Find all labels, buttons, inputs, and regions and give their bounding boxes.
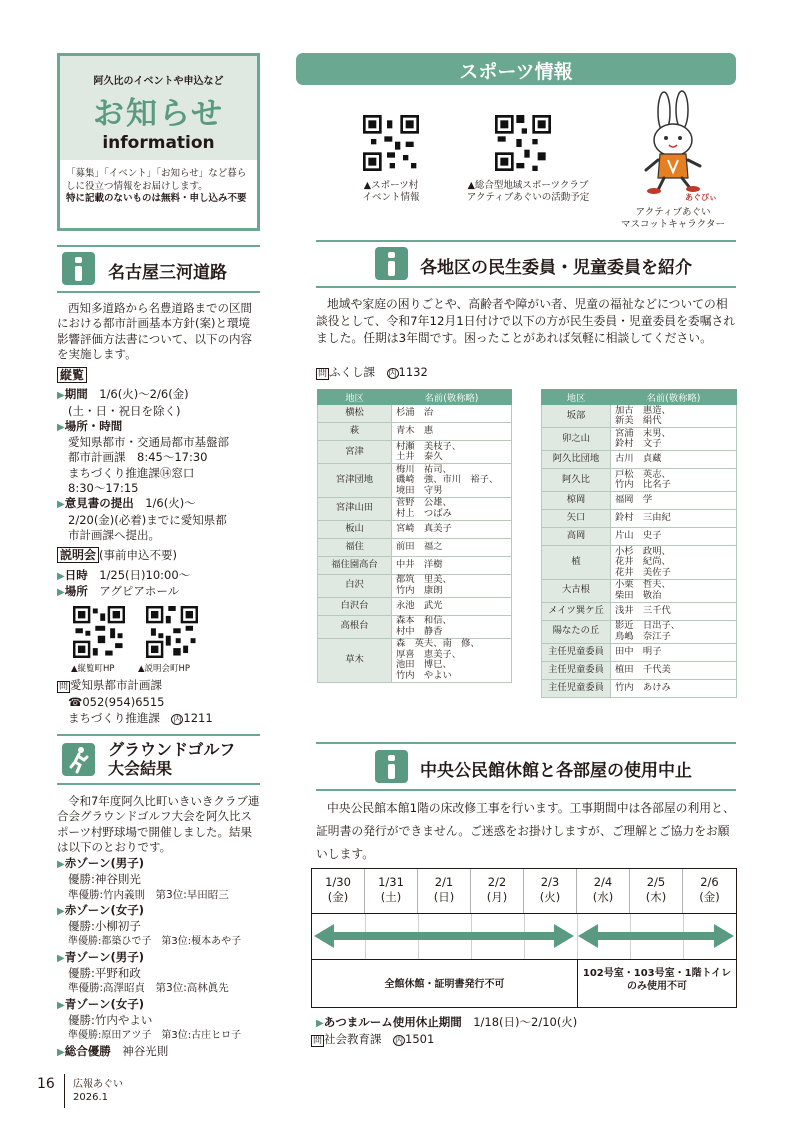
- golf-results: [57, 856, 267, 1060]
- qr-caption-setsumei: ▲説明会町HP: [138, 664, 191, 674]
- kominkan-title: 中央公民館休館と各部屋の使用中止: [420, 761, 692, 781]
- partial-note: [578, 967, 736, 993]
- partial-note-line: のみ使用不可: [627, 981, 687, 992]
- nagoya-details: [57, 368, 260, 600]
- closure-period-arrows: [312, 921, 736, 951]
- table-row: [318, 556, 512, 574]
- zone-win: 優勝:竹内やよい: [68, 1012, 153, 1027]
- kominkan-contact-dept: 社会教育課: [324, 1032, 382, 1046]
- table-header-area: 地区: [318, 390, 392, 405]
- qr-caption-line: イベント情報: [362, 192, 420, 203]
- nagoya-title: 名古屋三河道路: [108, 263, 227, 283]
- table-row: [542, 579, 737, 602]
- section-divider: [316, 789, 736, 791]
- names-cell: 鈴村 三由紀: [611, 510, 737, 528]
- date-value: 1/25(日)10:00～: [99, 567, 191, 582]
- schedule-day: [683, 869, 736, 913]
- area-cell: 板山: [318, 520, 392, 538]
- zone-name: 赤ゾーン(女子): [64, 902, 144, 917]
- names-cell: 青木 惠: [392, 423, 512, 441]
- triangle-icon: ▶: [57, 499, 65, 511]
- opinion-label: 意見書の提出: [64, 496, 134, 511]
- qr-caption-line: アクティブあぐいの活動予定: [466, 192, 590, 203]
- section-divider: [316, 286, 736, 288]
- phone-icon: ☎: [68, 695, 83, 710]
- schedule-day: [577, 869, 630, 913]
- zone-name: 青ゾーン(男子): [64, 949, 144, 964]
- table-row: [318, 423, 512, 441]
- table-row: [542, 620, 737, 643]
- partial-note-line: 102号室・103号室・1階トイレ: [582, 968, 732, 979]
- golf-title-line2: 大会結果: [108, 759, 173, 778]
- nagoya-intro: 西知多道路から名豊道路までの区間における都市計画基本方針(案)と環境影響評価方法書について、以下の内容を実施します。: [57, 301, 253, 361]
- area-cell: 陽なたの丘: [542, 620, 611, 643]
- section-divider: [57, 783, 260, 785]
- qr-code-juran[interactable]: [73, 606, 125, 658]
- table-header-name: 名前(敬称略): [611, 390, 737, 405]
- day-of-week: (土): [380, 890, 402, 904]
- day-date: 2/6: [700, 875, 719, 889]
- names-cell: 杉浦 治: [392, 405, 512, 423]
- kominkan-contact: [311, 1032, 434, 1049]
- nagoya-contact: [57, 678, 260, 727]
- table-row: [542, 643, 737, 661]
- table-row: [318, 574, 512, 597]
- table-row: [542, 661, 737, 679]
- opinion-value: 1/6(火)～: [145, 496, 196, 511]
- place-line: まちづくり推進課⑭窓口: [68, 465, 195, 480]
- day-of-week: (火): [539, 890, 561, 904]
- golf-intro: 令和7年度阿久比町いきいきクラブ連合会グラウンドゴルフ大会を阿久比スポーツ村野球場で開催しました。結果は以下のとおりです。: [57, 794, 260, 854]
- table-header-name: 名前(敬称略): [392, 390, 512, 405]
- oshirase-free-note: 特に記載のないものは無料・申し込み不要: [66, 193, 247, 204]
- schedule-divider: [312, 913, 736, 914]
- contact-org: 愛知県都市計画課: [70, 678, 163, 692]
- names-cell: 都筑 里美、 竹内 康朗: [392, 574, 512, 597]
- zone-name: 赤ゾーン(男子): [64, 856, 144, 870]
- triangle-icon: ▶: [316, 1018, 324, 1029]
- table-row: [318, 538, 512, 556]
- area-cell: 主任児童委員: [542, 679, 611, 697]
- day-date: 2/5: [646, 875, 666, 889]
- names-cell: 古川 貞藏: [611, 451, 737, 469]
- triangle-icon: ▶: [57, 859, 65, 870]
- zone-win: 優勝:小柳初子: [68, 919, 141, 934]
- table-row: [542, 492, 737, 510]
- day-date: 2/3: [540, 875, 560, 889]
- names-cell: 村瀬 美枝子、 土井 泰久: [392, 441, 512, 464]
- info-icon: [375, 750, 408, 783]
- schedule-day: [524, 869, 577, 913]
- area-cell: 宮津山田: [318, 497, 392, 520]
- magazine-name: 広報あぐい: [73, 1079, 123, 1090]
- zone-second: 準優勝:原田アツ子 第3位:古庄ヒロ子: [68, 1030, 242, 1042]
- inquiry-icon: 問: [59, 682, 69, 692]
- names-cell: 前田 福之: [392, 538, 512, 556]
- triangle-icon: ▶: [57, 390, 65, 402]
- day-date: 2/4: [593, 875, 613, 889]
- section-divider: [316, 240, 736, 242]
- juran-label: 縦覧: [57, 367, 87, 383]
- setsumei-note: (事前申込不要): [99, 548, 177, 563]
- overall-label: 総合優勝: [64, 1043, 111, 1058]
- schedule-day: [418, 869, 471, 913]
- names-cell: 小栗 哲夫、 柴田 敬治: [611, 579, 737, 602]
- footer-divider: [64, 1074, 65, 1108]
- qr-code-sports-village[interactable]: [363, 115, 419, 171]
- names-cell: 梅川 祐司、 磯崎 強、市川 裕子、 境田 守男: [392, 464, 512, 498]
- table-row: [318, 520, 512, 538]
- overall-value: 神谷光則: [122, 1043, 169, 1058]
- area-cell: 白沢台: [318, 597, 392, 615]
- mascot-logo: あぐぴぃ: [685, 193, 717, 202]
- mascot-caption: [604, 207, 742, 231]
- table-row: [318, 405, 512, 423]
- area-cell: 高根台: [318, 615, 392, 638]
- date-label: 日時: [64, 567, 88, 582]
- minsei-title: 各地区の民生委員・児童委員を紹介: [420, 258, 692, 278]
- atsumaru-period: 1/18(日)～2/10(火): [473, 1015, 578, 1029]
- names-cell: 小杉 政明、 花井 紀尚、 花井 美佐子: [611, 546, 737, 580]
- section-divider: [57, 245, 260, 247]
- area-cell: 卯之山: [542, 428, 611, 451]
- golf-title-line1: グラウンドゴルフ: [108, 740, 236, 759]
- schedule-day: [312, 869, 365, 913]
- table-row: [318, 497, 512, 520]
- minsei-table-right: [541, 389, 737, 698]
- names-cell: 田中 明子: [611, 643, 737, 661]
- area-cell: 宮津: [318, 441, 392, 464]
- venue-value: アグピアホール: [99, 583, 180, 598]
- minsei-contact-dept: ふくし課: [329, 365, 376, 379]
- closure-schedule: [311, 868, 737, 1008]
- section-divider: [57, 734, 260, 736]
- day-of-week: (日): [433, 890, 455, 904]
- table-row: [542, 510, 737, 528]
- table-row: [542, 469, 737, 492]
- oshirase-info: information: [102, 133, 215, 153]
- minsei-table-left: [317, 389, 512, 683]
- zone-second: 準優勝:高澤昭貞 第3位:高林眞先: [68, 982, 229, 995]
- names-cell: 宮崎 真美子: [392, 520, 512, 538]
- golf-title: [108, 740, 235, 778]
- page-number: 16: [37, 1076, 55, 1092]
- oshirase-subtitle: 阿久比のイベントや申込など: [93, 76, 224, 87]
- info-icon: [62, 252, 95, 285]
- area-cell: 横松: [318, 405, 392, 423]
- area-cell: 宮津団地: [318, 464, 392, 498]
- footer-info: [73, 1078, 123, 1104]
- qr-caption-sports: [342, 180, 440, 204]
- place-line: 8:30～17:15: [68, 481, 139, 496]
- qr-caption-line: ▲総合型地域スポーツクラブ: [467, 180, 589, 191]
- table-row: [542, 405, 737, 428]
- contact-tel: 052(954)6515: [82, 695, 165, 710]
- closed-note: 全館休館・証明書発行不可: [384, 979, 505, 990]
- qr-code-setsumei[interactable]: [146, 606, 198, 658]
- section-divider: [57, 291, 260, 293]
- area-cell: メイツ巽ケ丘: [542, 602, 611, 620]
- info-icon: [375, 247, 408, 280]
- triangle-icon: ▶: [57, 952, 65, 964]
- names-cell: 浅井 三千代: [611, 602, 737, 620]
- sports-title: スポーツ情報: [459, 61, 573, 83]
- day-date: 1/30: [325, 875, 351, 889]
- names-cell: 片山 史子: [611, 528, 737, 546]
- schedule-divider: [312, 959, 736, 960]
- period-note: (土・日・祝日を除く): [68, 403, 181, 418]
- schedule-day: [630, 869, 683, 913]
- day-of-week: (金): [699, 890, 720, 904]
- triangle-icon: ▶: [57, 570, 65, 582]
- names-cell: 竹内 あけみ: [611, 679, 737, 697]
- qr-caption-active: [448, 180, 608, 204]
- zone-name: 青ゾーン(女子): [64, 996, 144, 1011]
- names-cell: 戸松 英志、 竹内 比名子: [611, 469, 737, 492]
- day-date: 2/2: [487, 875, 507, 889]
- area-cell: 白沢: [318, 574, 392, 597]
- day-of-week: (水): [592, 890, 614, 904]
- area-cell: 福住園高台: [318, 556, 392, 574]
- zone-win: 優勝:神谷則光: [68, 872, 141, 887]
- triangle-icon: ▶: [57, 1046, 65, 1058]
- section-divider: [316, 742, 736, 744]
- mascot-rabbit-illustration: [632, 90, 710, 200]
- table-row: [542, 602, 737, 620]
- oshirase-desc-text: 「募集」「イベント」「お知らせ」など暮らしに役立つ情報をお届けします。: [66, 168, 247, 192]
- contact-dept: まちづくり推進課: [68, 710, 160, 725]
- place-line: 都市計画課 8:45～17:30: [68, 450, 208, 465]
- minsei-intro: 地域や家庭の困りごとや、高齢者や障がい者、児童の福祉などについての相談役として、令和7年12月1日付けで以下の方が民生委員・児童委員を委嘱されました。任期は3年間です。困ったことがあれば気軽に相談してください。: [316, 297, 736, 345]
- runner-icon: [62, 743, 95, 776]
- area-cell: 植: [542, 546, 611, 580]
- area-cell: 坂部: [542, 405, 611, 428]
- names-cell: 森 英夫、南 修、 厚喜 恵美子、 池田 博巳、 竹内 やよい: [392, 638, 512, 682]
- area-cell: 萩: [318, 423, 392, 441]
- table-row: [318, 597, 512, 615]
- qr-code-active-agui[interactable]: [495, 115, 551, 171]
- area-cell: 主任児童委員: [542, 643, 611, 661]
- qr-caption-juran: ▲縦覧町HP: [71, 664, 115, 674]
- names-cell: 永池 武光: [392, 597, 512, 615]
- names-cell: 加古 惠造、 新美 絹代: [611, 405, 737, 428]
- minsei-contact: [316, 365, 428, 382]
- schedule-day: [471, 869, 524, 913]
- period-value: 1/6(火)～2/6(金): [99, 387, 189, 402]
- day-of-week: (月): [486, 890, 508, 904]
- table-row: [318, 464, 512, 498]
- names-cell: 影近 日出子、 鳥嶋 奈江子: [611, 620, 737, 643]
- area-cell: 主任児童委員: [542, 661, 611, 679]
- names-cell: 福岡 学: [611, 492, 737, 510]
- contact-ext: 1211: [183, 710, 213, 725]
- issue-date: 2026.1: [73, 1092, 108, 1103]
- table-row: [318, 441, 512, 464]
- area-cell: 大古根: [542, 579, 611, 602]
- day-date: 2/1: [434, 875, 454, 889]
- names-cell: 中井 洋樹: [392, 556, 512, 574]
- table-row: [542, 679, 737, 697]
- kominkan-contact-ext: 1501: [405, 1032, 435, 1046]
- opinion-line: 2/20(金)(必着)までに愛知県都: [68, 512, 227, 527]
- table-row: [542, 428, 737, 451]
- area-cell: 阿久比団地: [542, 451, 611, 469]
- table-row: [542, 528, 737, 546]
- minsei-contact-ext: 1132: [398, 365, 428, 379]
- zone-win: 優勝:平野和政: [68, 966, 141, 981]
- inquiry-icon: 問: [313, 1036, 323, 1046]
- names-cell: 森本 和信、 村中 静香: [392, 615, 512, 638]
- schedule-day: [365, 869, 418, 913]
- place-line: 愛知県都市・交通局都市基盤部: [68, 435, 229, 450]
- area-cell: 椋岡: [542, 492, 611, 510]
- zone-second: 準優勝:竹内義則 第3位:早田昭三: [68, 888, 229, 901]
- area-cell: 福住: [318, 538, 392, 556]
- place-label: 場所・時間: [64, 418, 123, 433]
- extension-icon: 内: [388, 369, 397, 378]
- area-cell: 高岡: [542, 528, 611, 546]
- names-cell: 菅野 公雄、 村上 つばみ: [392, 497, 512, 520]
- area-cell: 草木: [318, 638, 392, 682]
- oshirase-title: お知らせ: [92, 96, 225, 132]
- period-label: 期間: [64, 387, 88, 402]
- venue-label: 場所: [64, 583, 88, 598]
- oshirase-header: [60, 56, 257, 160]
- table-row: [318, 638, 512, 682]
- atsumaru-notice: [316, 1015, 577, 1031]
- names-cell: 宮浦 末男、 鈴村 文子: [611, 428, 737, 451]
- triangle-icon: ▶: [57, 421, 65, 433]
- area-cell: 阿久比: [542, 469, 611, 492]
- mascot-caption-line: マスコットキャラクター: [620, 219, 726, 230]
- names-cell: 植田 千代美: [611, 661, 737, 679]
- triangle-icon: ▶: [57, 586, 65, 598]
- day-of-week: (木): [645, 890, 667, 904]
- kominkan-intro: 中央公民館本館1階の床改修工事を行います。工事期間中は各部屋の利用と、証明書の発行ができません。ご迷惑をお掛けしますが、ご理解とご協力をお願いします。: [316, 801, 735, 861]
- extension-icon: 内: [395, 1036, 404, 1045]
- table-row: [318, 615, 512, 638]
- oshirase-box: [57, 53, 260, 231]
- zone-second: 準優勝:都築ひで子 第3位:榎本あや子: [68, 936, 242, 948]
- setsumei-label: 説明会: [57, 547, 99, 563]
- opinion-line: 市計画課へ提出。: [68, 527, 160, 542]
- table-row: [542, 451, 737, 469]
- table-header-area: 地区: [542, 390, 611, 405]
- sports-banner: [296, 53, 736, 85]
- day-of-week: (金): [327, 890, 349, 904]
- area-cell: 矢口: [542, 510, 611, 528]
- mascot-caption-line: アクティブあぐい: [635, 207, 711, 218]
- atsumaru-label: あつまルーム使用休止期間: [323, 1015, 462, 1029]
- inquiry-icon: 問: [318, 369, 328, 379]
- triangle-icon: ▶: [57, 905, 65, 917]
- extension-icon: 内: [173, 714, 182, 724]
- day-date: 1/31: [378, 875, 404, 889]
- qr-caption-line: ▲スポーツ村: [363, 180, 419, 191]
- triangle-icon: ▶: [57, 999, 65, 1011]
- table-row: [542, 546, 737, 580]
- oshirase-description: [66, 168, 252, 206]
